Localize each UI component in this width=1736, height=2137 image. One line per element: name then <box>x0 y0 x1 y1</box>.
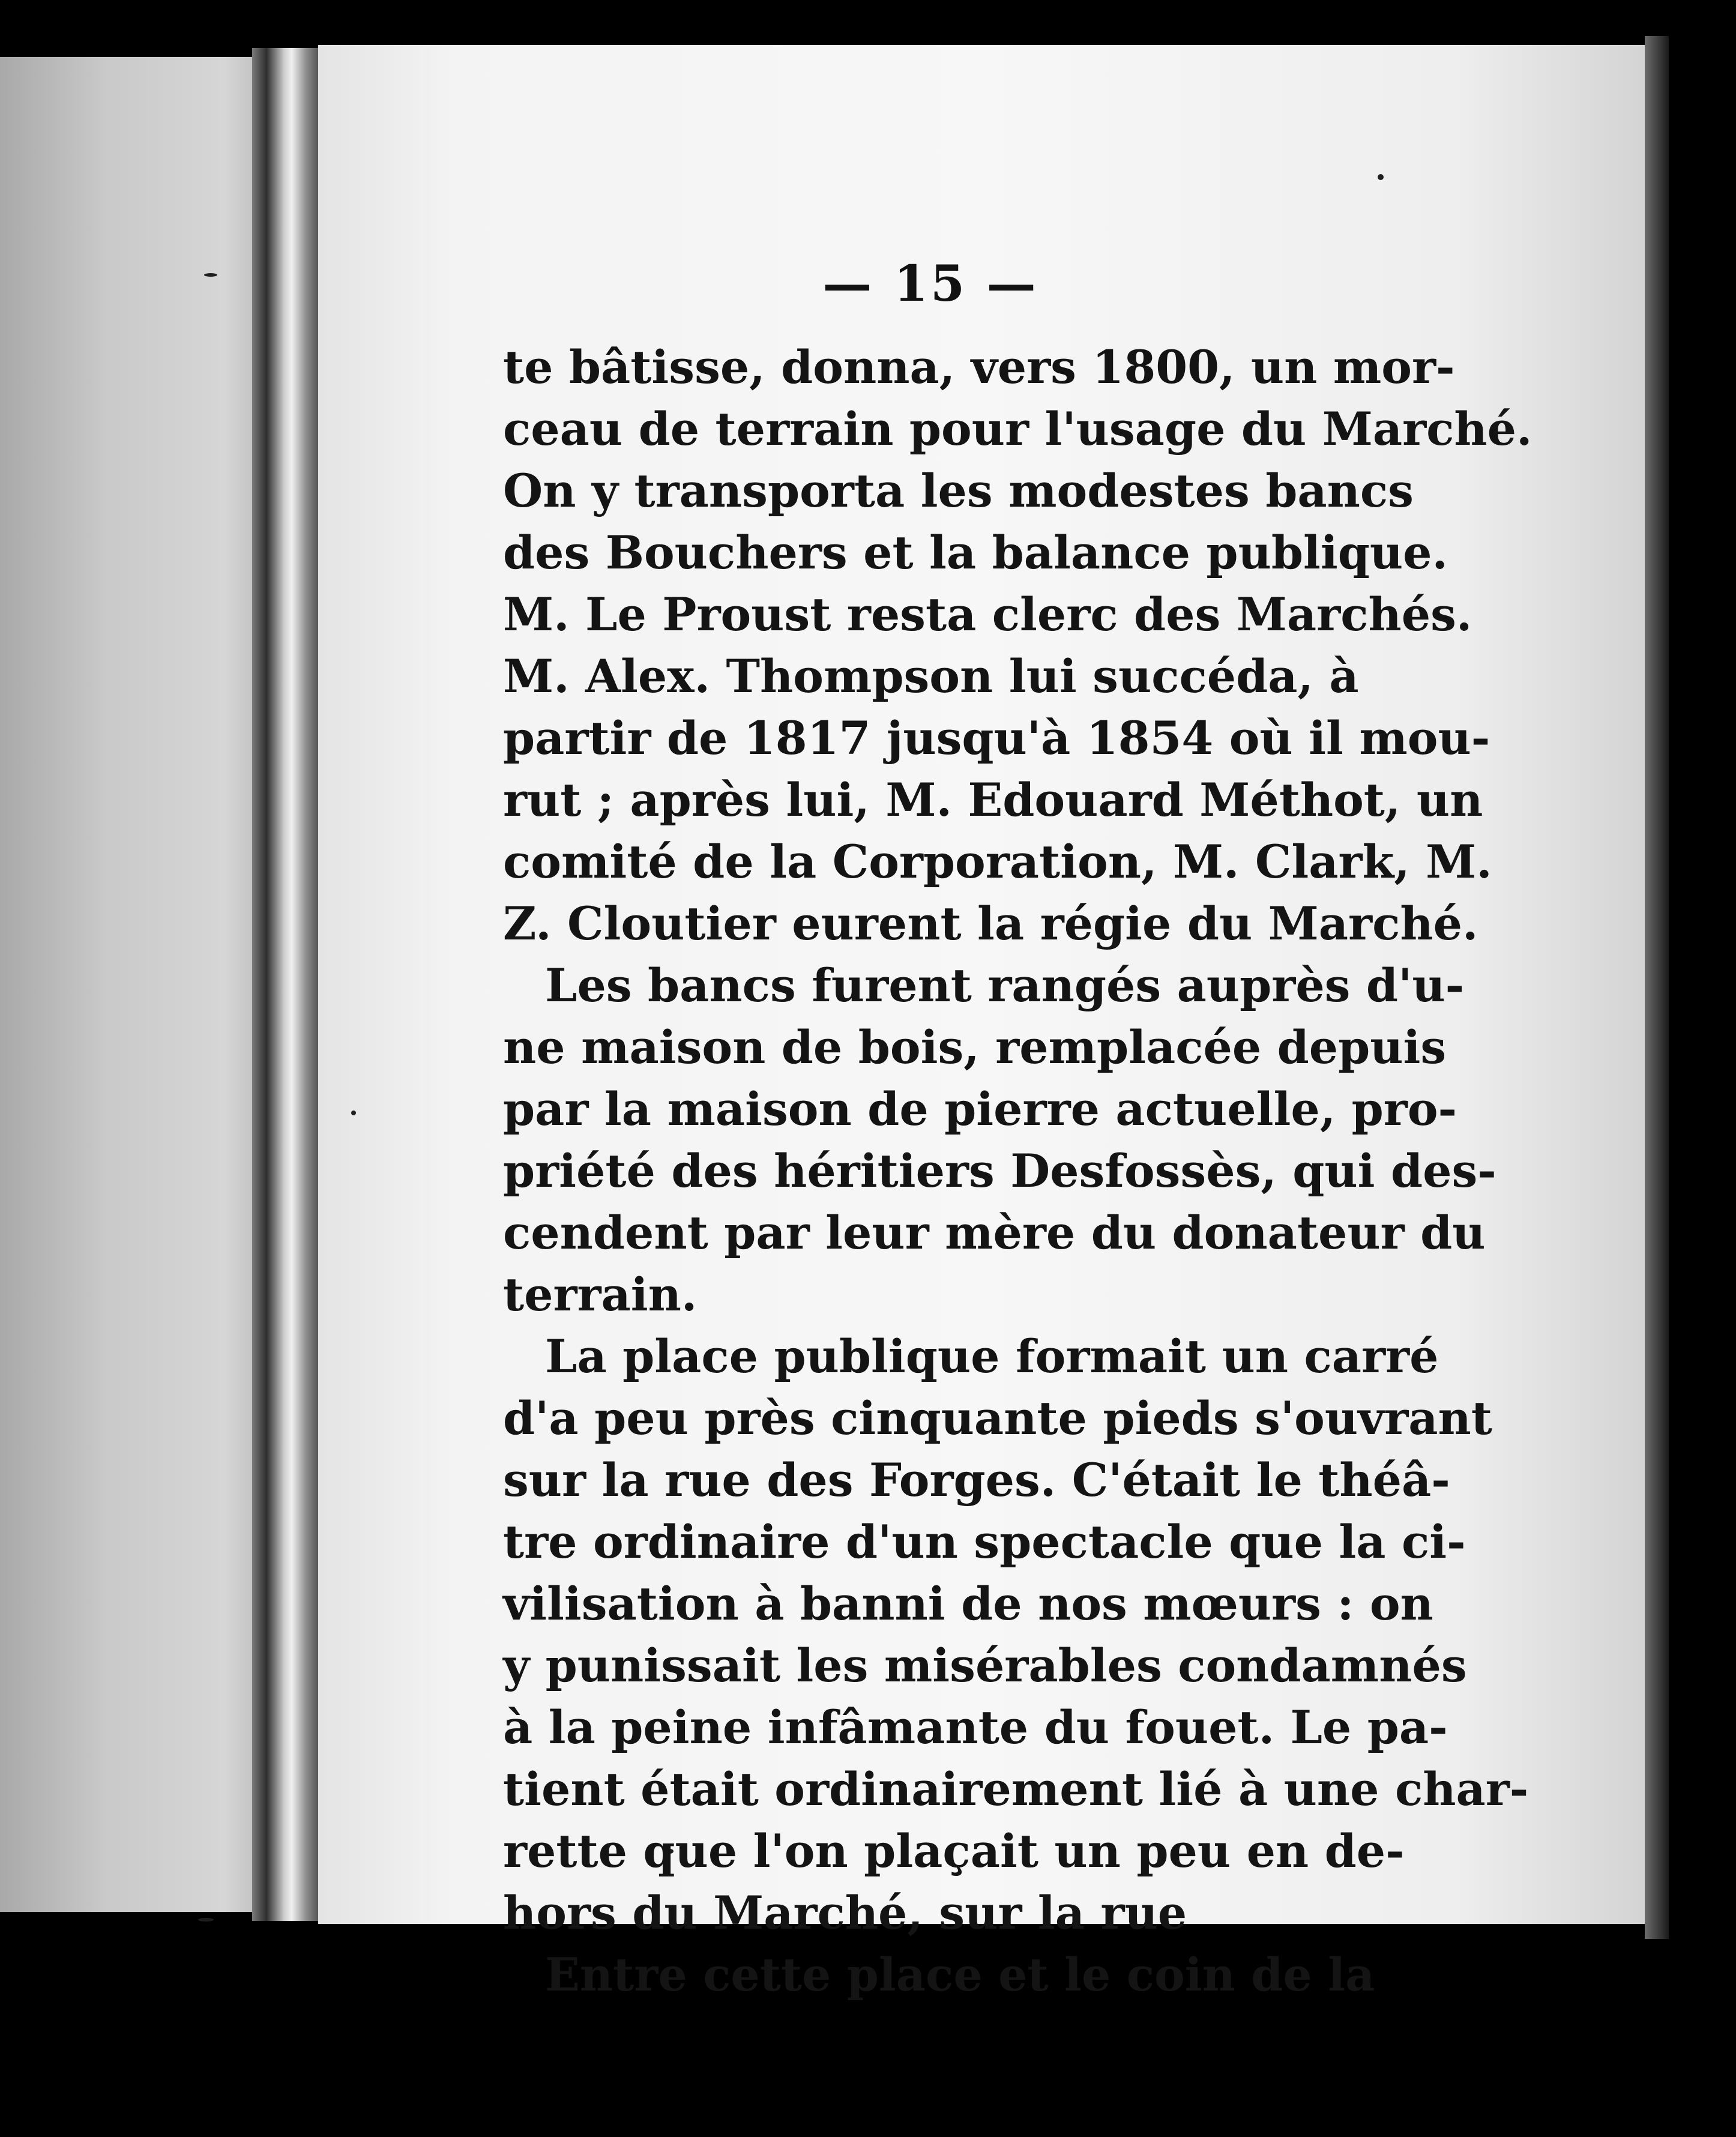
text-line: Z. Cloutier eurent la régie du Marché. <box>503 897 1478 950</box>
book-gutter <box>252 48 324 1921</box>
text-line: Les bancs furent rangés auprès d'u- <box>545 959 1465 1012</box>
text-line: ne maison de bois, remplacée depuis <box>503 1020 1447 1074</box>
page-number: — 15 — <box>822 255 1038 313</box>
text-line: à la peine infâmante du fouet. Le pa- <box>503 1701 1448 1754</box>
text-line: M. Le Proust resta clerc des Marchés. <box>503 588 1472 641</box>
ink-speck <box>351 1111 356 1115</box>
text-line: sur la rue des Forges. C'était le théâ- <box>503 1453 1450 1507</box>
text-line: tre ordinaire d'un spectacle que la ci- <box>503 1515 1466 1569</box>
text-line: La place publique formait un carré <box>545 1330 1439 1383</box>
text-line: terrain. <box>503 1268 698 1321</box>
text-line: vilisation à banni de nos mœurs : on <box>503 1577 1433 1630</box>
text-line: comité de la Corporation, M. Clark, M. <box>503 835 1492 888</box>
text-line: d'a peu près cinquante pieds s'ouvrant <box>503 1391 1492 1445</box>
text-line: y punissait les misérables condamnés <box>503 1639 1467 1692</box>
text-line: partir de 1817 jusqu'à 1854 où il mou- <box>503 711 1490 765</box>
text-line: priété des héritiers Desfossès, qui des- <box>503 1144 1496 1198</box>
text-line: Entre cette place et le coin de la <box>545 1948 1375 2001</box>
text-line: M. Alex. Thompson lui succéda, à <box>503 650 1359 703</box>
text-line: rette que l'on plaçait un peu en de- <box>503 1824 1405 1878</box>
text-line: tient était ordinairement lié à une char- <box>503 1762 1529 1816</box>
text-line: hors du Marché, sur la rue <box>503 1886 1187 1940</box>
text-line: te bâtisse, donna, vers 1800, un mor- <box>503 340 1455 394</box>
text-line: ceau de terrain pour l'usage du Marché. <box>503 402 1533 456</box>
ink-speck <box>1378 174 1384 180</box>
ink-speck <box>204 273 217 277</box>
ink-speck <box>198 1918 214 1921</box>
text-line: On y transporta les modestes bancs <box>503 464 1414 517</box>
text-line: par la maison de pierre actuelle, pro- <box>503 1082 1457 1136</box>
left-page <box>0 57 264 1912</box>
text-line: cendent par leur mère du donateur du <box>503 1206 1486 1259</box>
text-line: rut ; après lui, M. Edouard Méthot, un <box>503 773 1483 827</box>
page-edge <box>1645 36 1669 1939</box>
text-line: des Bouchers et la balance publique. <box>503 526 1448 579</box>
body-text <box>503 336 1533 2006</box>
